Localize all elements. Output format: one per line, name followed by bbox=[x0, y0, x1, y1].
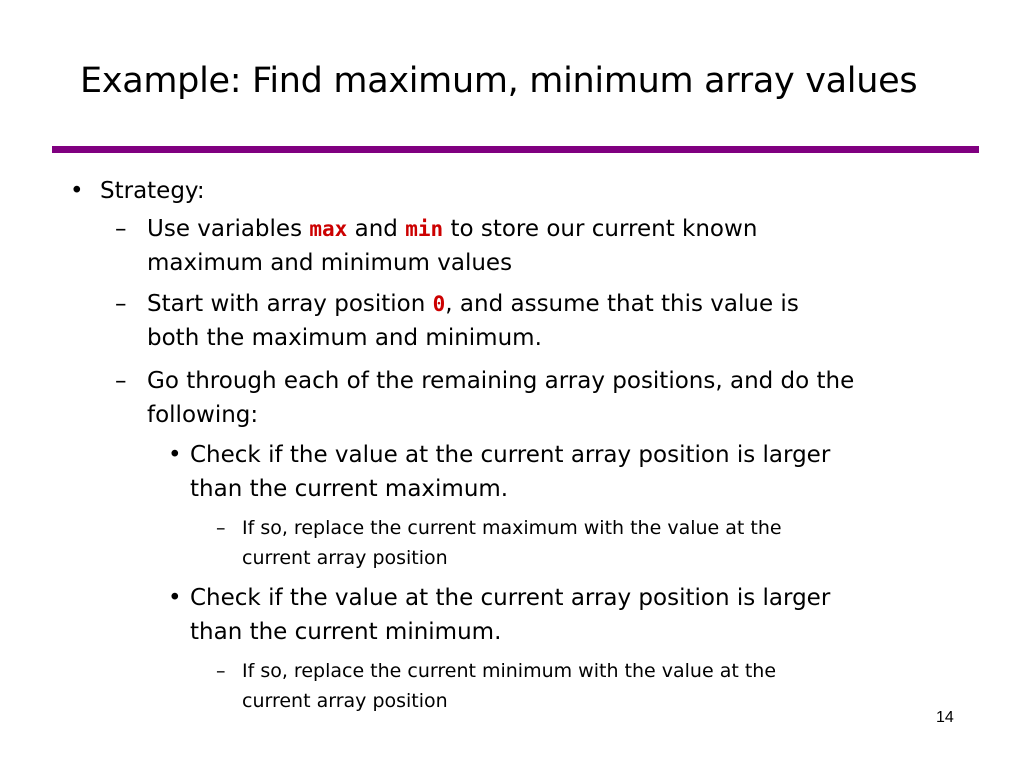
code-zero: 0 bbox=[432, 292, 446, 316]
bullet-check-minimum bbox=[168, 581, 831, 649]
bullet-line: following: bbox=[147, 402, 259, 428]
text-segment: Start with array position bbox=[147, 291, 433, 317]
bullet-strategy bbox=[70, 174, 205, 208]
bullet-line: If so, replace the current maximum with the value at the bbox=[242, 517, 782, 539]
dash-marker: – bbox=[216, 660, 226, 682]
bullet-line bbox=[147, 287, 799, 321]
bullet-line: current array position bbox=[242, 690, 448, 712]
bullet-marker: • bbox=[168, 585, 182, 611]
dash-marker: – bbox=[216, 517, 226, 539]
bullet-marker: • bbox=[70, 178, 84, 204]
bullet-line: current array position bbox=[242, 547, 448, 569]
slide-title: Example: Find maximum, minimum array values bbox=[80, 61, 918, 101]
text-segment: , and assume that this value is bbox=[445, 291, 799, 317]
bullet-go-through bbox=[115, 364, 855, 432]
bullet-start-with bbox=[115, 287, 799, 355]
bullet-marker: • bbox=[168, 442, 182, 468]
bullet-line: Check if the value at the current array position is larger bbox=[190, 585, 831, 611]
text-segment: Use variables bbox=[147, 216, 310, 242]
bullet-check-maximum bbox=[168, 438, 831, 506]
dash-marker: – bbox=[115, 291, 127, 317]
bullet-line: Go through each of the remaining array positions, and do the bbox=[147, 368, 855, 394]
code-min: min bbox=[405, 217, 444, 241]
bullet-line: maximum and minimum values bbox=[147, 250, 513, 276]
text-segment: and bbox=[347, 216, 406, 242]
dash-marker: – bbox=[115, 368, 127, 394]
bullet-line bbox=[147, 212, 757, 246]
text-segment: to store our current known bbox=[443, 216, 758, 242]
bullet-text: Strategy: bbox=[100, 178, 205, 204]
dash-marker: – bbox=[115, 216, 127, 242]
page-number: 14 bbox=[936, 709, 954, 726]
bullet-line: both the maximum and minimum. bbox=[147, 325, 542, 351]
bullet-line: Check if the value at the current array position is larger bbox=[190, 442, 831, 468]
bullet-line: than the current minimum. bbox=[190, 619, 502, 645]
bullet-line: than the current maximum. bbox=[190, 476, 509, 502]
code-max: max bbox=[309, 217, 348, 241]
bullet-use-variables bbox=[115, 212, 758, 280]
bullet-line: If so, replace the current minimum with the value at the bbox=[242, 660, 777, 682]
bullet-replace-minimum bbox=[216, 656, 777, 716]
bullet-replace-maximum bbox=[216, 513, 782, 573]
